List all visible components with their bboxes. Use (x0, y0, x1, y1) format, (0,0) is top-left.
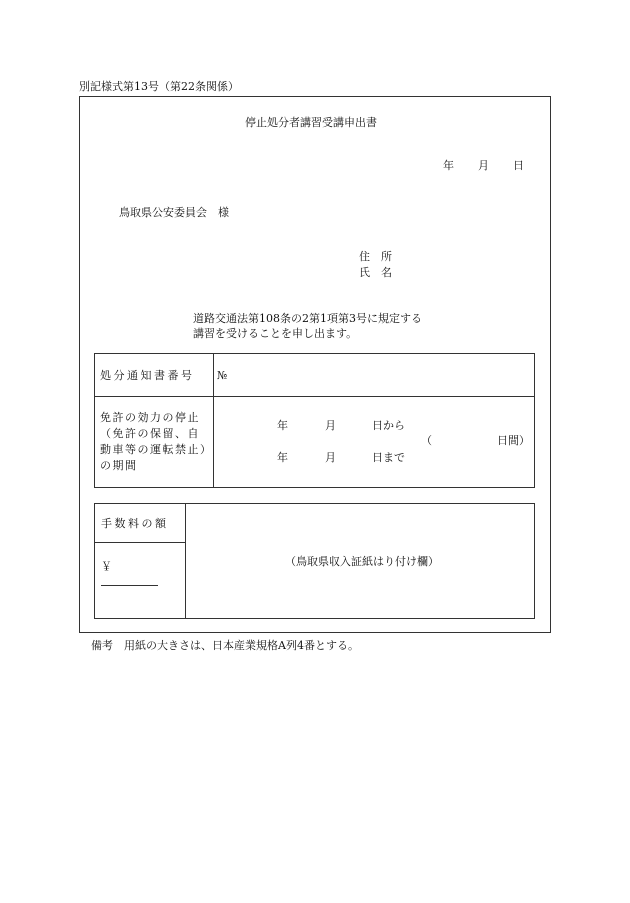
table-divider (95, 396, 534, 397)
name-label: 氏 名 (359, 266, 392, 279)
period-to-day: 日まで (372, 451, 405, 464)
table-divider (213, 354, 214, 487)
notice-number-label: 処分通知書番号 (100, 369, 195, 382)
date-day: 日 (513, 159, 524, 172)
form-title: 停止処分者講習受講申出書 (245, 116, 377, 129)
date-month: 月 (478, 159, 489, 172)
fee-amount-underline (101, 585, 158, 586)
period-to-year: 年 (277, 451, 288, 464)
period-days-open: （ (421, 434, 432, 447)
period-from-day: 日から (372, 419, 405, 432)
fee-label: 手数料の額 (101, 517, 169, 530)
form-number: 別記様式第13号（第22条関係） (79, 80, 239, 93)
addressee: 鳥取県公安委員会 様 (119, 206, 229, 219)
period-to-month: 月 (325, 451, 336, 464)
note: 備考 用紙の大きさは、日本産業規格A列4番とする。 (91, 639, 359, 652)
statement-line-2: 講習を受けることを申し出ます。 (193, 327, 358, 340)
period-days-close: 日間） (497, 434, 530, 447)
table-divider (95, 542, 185, 543)
notice-number-prefix: № (217, 369, 228, 382)
table-divider (185, 504, 186, 618)
period-from-month: 月 (325, 419, 336, 432)
revenue-stamp-area: （鳥取県収入証紙はり付け欄） (285, 555, 439, 568)
yen-symbol: ￥ (101, 560, 112, 573)
period-from-year: 年 (277, 419, 288, 432)
statement-line-1: 道路交通法第108条の2第1項第3号に規定する (193, 312, 422, 325)
address-label: 住 所 (359, 250, 392, 263)
date-year: 年 (443, 159, 454, 172)
suspension-period-label: 免許の効力の停止（免許の保留、自動車等の運転禁止）の期間 (100, 411, 207, 472)
